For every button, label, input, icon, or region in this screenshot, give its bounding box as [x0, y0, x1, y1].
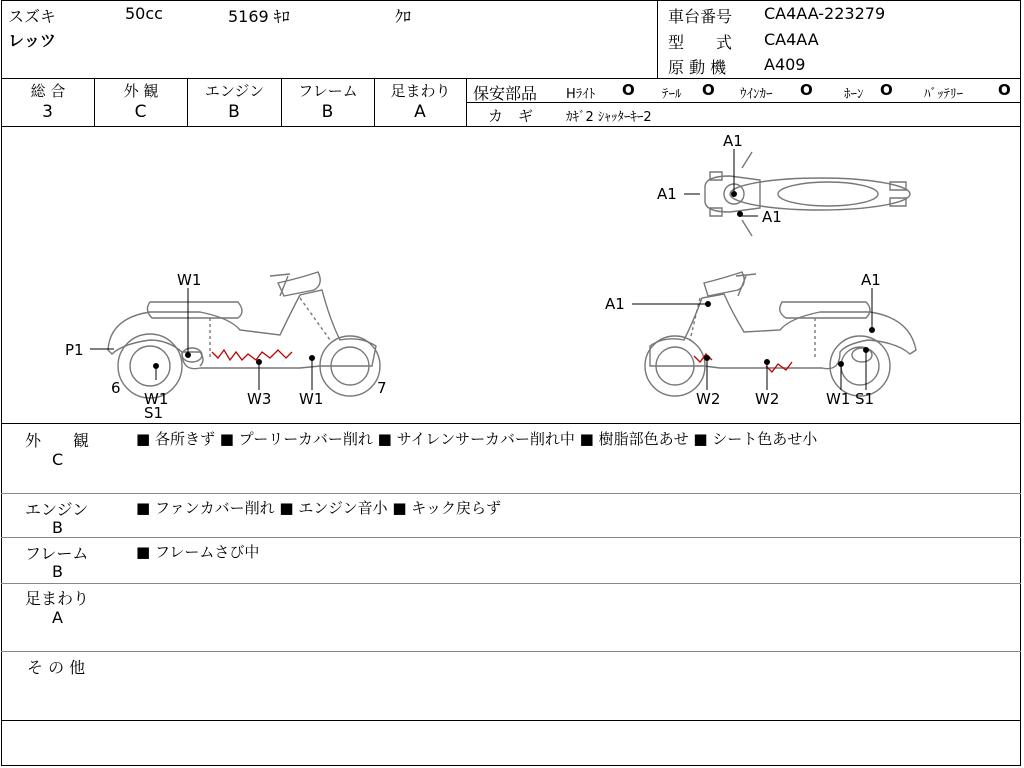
model-name: レッツ	[8, 31, 56, 50]
scooter-left-view	[108, 272, 380, 398]
frame-rating-value: B	[321, 102, 335, 122]
engine-rating-value: B	[228, 102, 241, 122]
label-w3: W3	[247, 390, 272, 408]
battery-label: ﾊﾞｯﾃﾘｰ	[924, 87, 963, 102]
frame-note-label: フレーム	[25, 544, 89, 563]
exterior-note-label: 外 観	[25, 431, 90, 450]
headlight-label: Hﾗｲﾄ	[566, 87, 596, 102]
exterior-note-text: ■ 各所きず ■ プーリーカバー削れ ■ サイレンサーカバー削れ中 ■ 樹脂部色あせ ■ シート色あせ小	[136, 430, 818, 448]
frame-no-value: CA4AA-223279	[764, 4, 886, 23]
scooter-right-view	[645, 272, 916, 396]
tail-ok: O	[702, 81, 715, 99]
suspension-rating-value: A	[414, 102, 427, 122]
key-label: カ ギ	[488, 107, 534, 125]
label-w1: W1	[299, 390, 324, 408]
label-s1: S1	[144, 404, 164, 422]
engine-note-grade: B	[52, 518, 63, 537]
tail-label: ﾃｰﾙ	[662, 87, 682, 102]
type-label: 型 式	[668, 33, 733, 52]
key-value: ｶｷﾞ2 ｼｬｯﾀｰｷｰ2	[566, 110, 652, 125]
label-p1: P1	[65, 341, 84, 359]
battery-ok: O	[998, 81, 1011, 99]
other-note-label: そ の 他	[27, 658, 86, 677]
label-w1: W1	[144, 390, 169, 408]
overall-value: 3	[42, 102, 54, 122]
divider	[1, 720, 1021, 721]
divider	[1, 537, 1021, 538]
winker-ok: O	[800, 81, 813, 99]
label-7: 7	[377, 379, 387, 397]
frame-rating-label: フレーム	[298, 82, 358, 100]
label-a1: A1	[657, 185, 677, 203]
exterior-label: 外 観	[123, 82, 159, 100]
suspension-note-label: 足まわり	[25, 589, 90, 608]
label-w1: W1	[177, 271, 202, 289]
label-6: 6	[111, 379, 121, 397]
divider	[1, 651, 1021, 652]
engine-note-label: エンジン	[25, 500, 89, 519]
horn-label: ﾎｰﾝ	[844, 87, 864, 102]
suspension-rating-label: 足まわり	[390, 82, 451, 100]
label-a1: A1	[861, 271, 881, 289]
scooter-diagram	[0, 127, 1022, 423]
leader-lines	[90, 149, 875, 390]
frame-no-label: 車台番号	[668, 7, 733, 26]
overall-label: 総 合	[30, 82, 66, 100]
label-w2: W2	[696, 390, 721, 408]
horn-ok: O	[880, 81, 893, 99]
engine-label: 原 動 機	[668, 58, 727, 77]
exterior-note-grade: C	[52, 450, 64, 469]
type-value: CA4AA	[764, 30, 819, 49]
divider	[657, 0, 658, 78]
engine-value: A409	[764, 55, 806, 74]
divider	[1, 423, 1021, 424]
engine-rating-label: エンジン	[204, 82, 265, 100]
engine-note-text: ■ ファンカバー削れ ■ エンジン音小 ■ キック戻らず	[136, 499, 502, 517]
label-s1: S1	[855, 390, 875, 408]
label-w1: W1	[826, 390, 851, 408]
maker: スズキ	[8, 7, 57, 26]
safety-label: 保安部品	[473, 84, 538, 103]
frame-note-text: ■ フレームさび中	[136, 543, 260, 561]
displacement: 50cc	[125, 4, 163, 23]
exterior-value: C	[134, 102, 148, 122]
suspension-note-grade: A	[52, 608, 63, 627]
divider	[1, 493, 1021, 494]
divider	[1, 78, 1021, 79]
divider	[466, 102, 1021, 103]
label-a1: A1	[762, 208, 782, 226]
mileage: 5169 ｷﾛ	[228, 7, 290, 26]
divider	[1, 583, 1021, 584]
winker-label: ｳｲﾝｶｰ	[740, 87, 773, 102]
label-a1: A1	[605, 295, 625, 313]
color: ｸﾛ	[395, 7, 412, 26]
label-w2: W2	[755, 390, 780, 408]
headlight-ok: O	[622, 81, 635, 99]
frame-note-grade: B	[52, 562, 63, 581]
label-a1: A1	[723, 132, 743, 150]
